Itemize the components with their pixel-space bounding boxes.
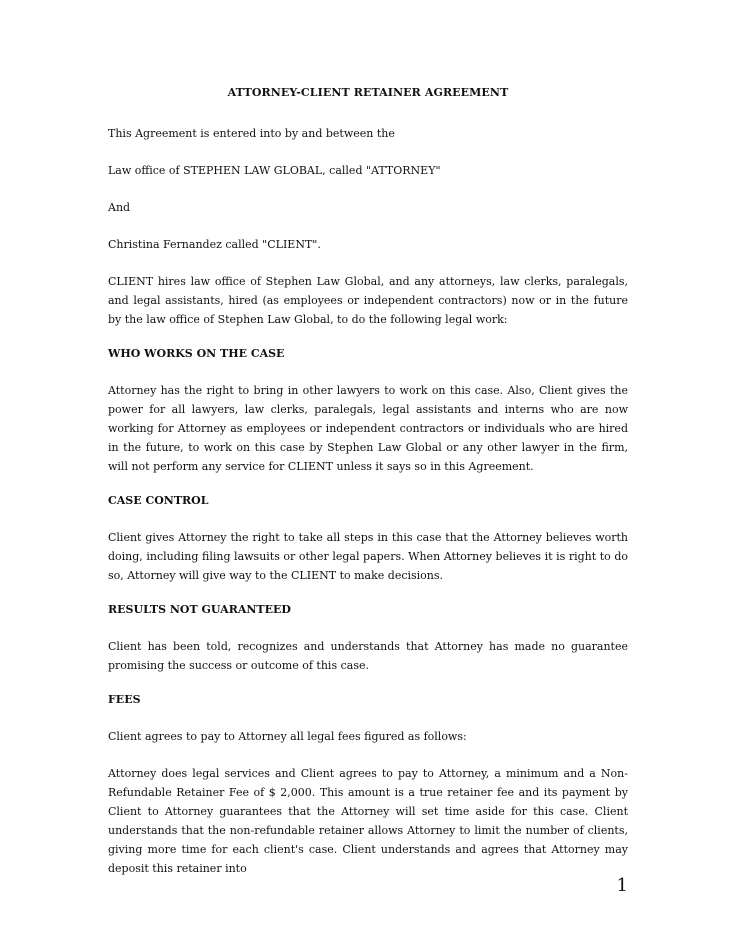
section-paragraph-who-works: Attorney has the right to bring in other lawyers to work on this case. Also, Client gives the power for all lawyers, law clerks, paralegals, legal assistants and interns who are now working for Attorney as employees or independent contractors or individuals who are hired in the future, to work on this case by Stephen Law Global or any other lawyer in the firm, will not perform any service for CLIENT unless it says so in this Agreement.: [108, 384, 628, 473]
intro-line-client: Christina Fernandez called "CLIENT".: [108, 238, 321, 251]
intro-line-agreement: This Agreement is entered into by and between the: [108, 127, 395, 140]
section-paragraph-case-control: Client gives Attorney the right to take all steps in this case that the Attorney believes worth doing, including filing lawsuits or other legal papers. When Attorney believes it is right to do so, Attorney will give way to the CLIENT to make decisions.: [108, 531, 628, 582]
section-paragraph-fees-retainer: Attorney does legal services and Client agrees to pay to Attorney, a minimum and a Non-Refundable Retainer Fee of $ 2,000. This amount is a true retainer fee and its payment by Client to Attorney guarantees that the Attorney will set time aside for this case. Client understands that the non-refundable retainer allows Attorney to limit the number of clients, giving more time for each client's case. Client understands and agrees that Attorney may deposit this retainer into: [108, 767, 628, 875]
section-heading-who-works: WHO WORKS ON THE CASE: [108, 347, 285, 360]
document-body: [108, 86, 628, 878]
page-number: 1: [616, 875, 628, 896]
section-paragraph-fees-intro: Client agrees to pay to Attorney all legal fees figured as follows:: [108, 730, 467, 743]
document-title: ATTORNEY-CLIENT RETAINER AGREEMENT: [227, 86, 509, 99]
intro-line-and: And: [108, 201, 131, 214]
section-heading-fees: FEES: [108, 693, 141, 706]
opening-paragraph: CLIENT hires law office of Stephen Law Global, and any attorneys, law clerks, paralegals, and legal assistants, hired (as employees or independent contractors) now or in the future by the law office of Stephen Law Global, to do the following legal work:: [108, 275, 628, 326]
section-paragraph-results: Client has been told, recognizes and understands that Attorney has made no guarantee promising the success or outcome of this case.: [108, 640, 628, 672]
section-heading-results: RESULTS NOT GUARANTEED: [108, 603, 291, 616]
section-heading-case-control: CASE CONTROL: [108, 494, 209, 507]
intro-line-attorney: Law office of STEPHEN LAW GLOBAL, called "ATTORNEY": [108, 164, 441, 177]
